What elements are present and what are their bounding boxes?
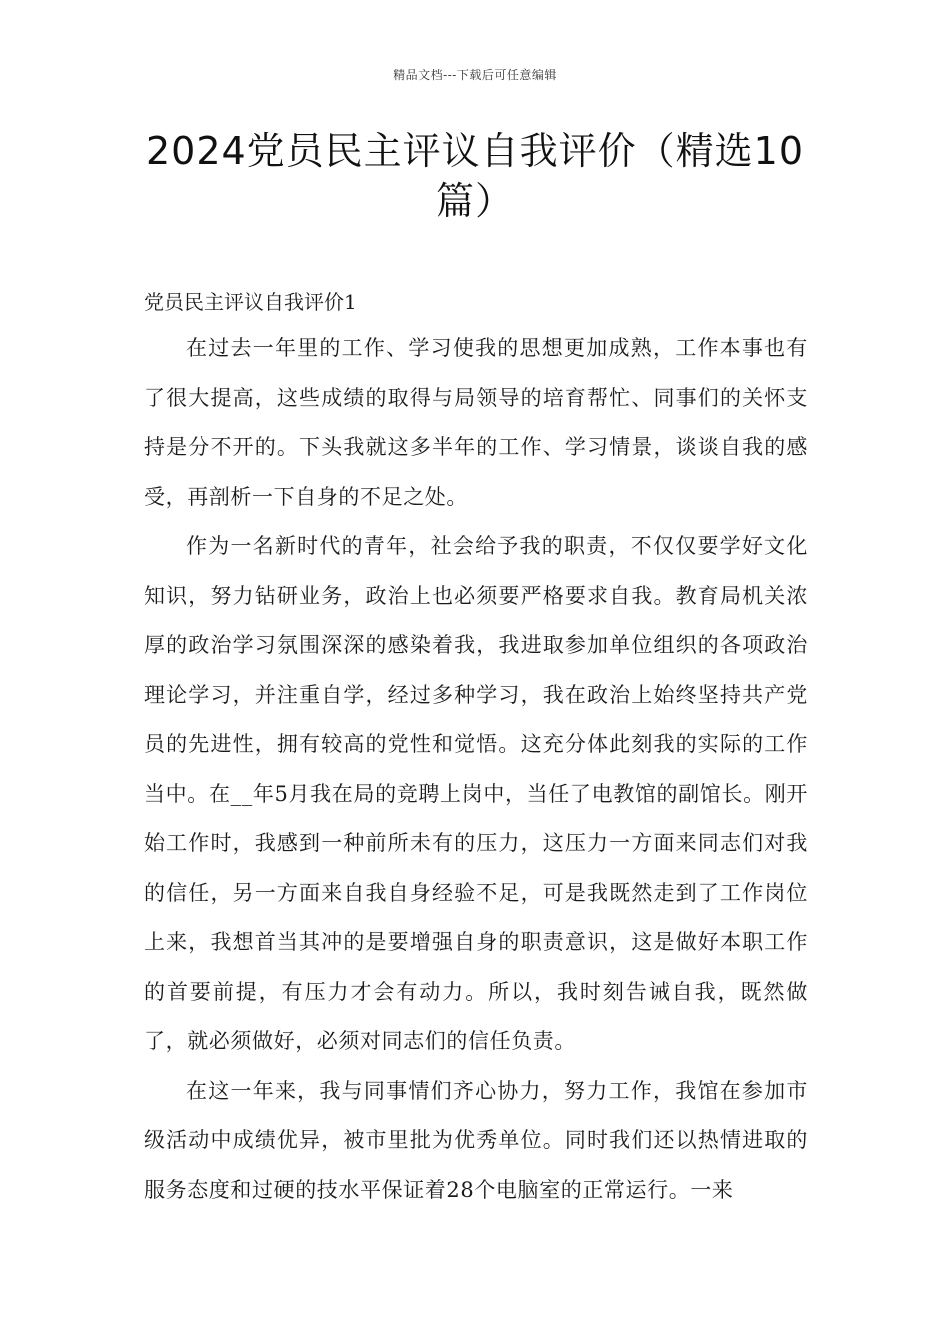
body-text (144, 324, 808, 1215)
document-title: 2024党员民主评议自我评价（精选10篇） (145, 129, 805, 223)
paragraph-2: 作为一名新时代的青年，社会给予我的职责，不仅仅要学好文化知识，努力钻研业务，政治上也必须要严格要求自我。教育局机关浓厚的政治学习氛围深深的感染着我，我进取参加单位组织的各项政治理论学习，并注重自学，经过多种学习，我在政治上始终坚持共产党员的先进性，拥有较高的党性和觉悟。这充分体此刻我的实际的工作当中。在__年5月我在局的竞聘上岗中，当任了电教馆的副馆长。刚开始工作时，我感到一种前所未有的压力，这压力一方面来同志们对我的信任，另一方面来自我自身经验不足，可是我既然走到了工作岗位上来，我想首当其冲的是要增强自身的职责意识，这是做好本职工作的首要前提，有压力才会有动力。所以，我时刻告诫自我，既然做了，就必须做好，必须对同志们的信任负责。 (144, 534, 808, 1053)
paragraph-1: 在过去一年里的工作、学习使我的思想更加成熟，工作本事也有了很大提高，这些成绩的取得与局领导的培育帮忙、同事们的关怀支持是分不开的。下头我就这多半年的工作、学习情景，谈谈自我的感受，再剖析一下自身的不足之处。 (144, 336, 808, 509)
paragraph-3: 在这一年来，我与同事情们齐心协力，努力工作，我馆在参加市级活动中成绩优异，被市里批为优秀单位。同时我们还以热情进取的服务态度和过硬的技水平保证着28个电脑室的正常运行。一来 (144, 1078, 808, 1202)
header-note: 精品文档---下载后可任意编辑 (393, 68, 557, 82)
section-heading: 党员民主评议自我评价1 (144, 290, 357, 314)
